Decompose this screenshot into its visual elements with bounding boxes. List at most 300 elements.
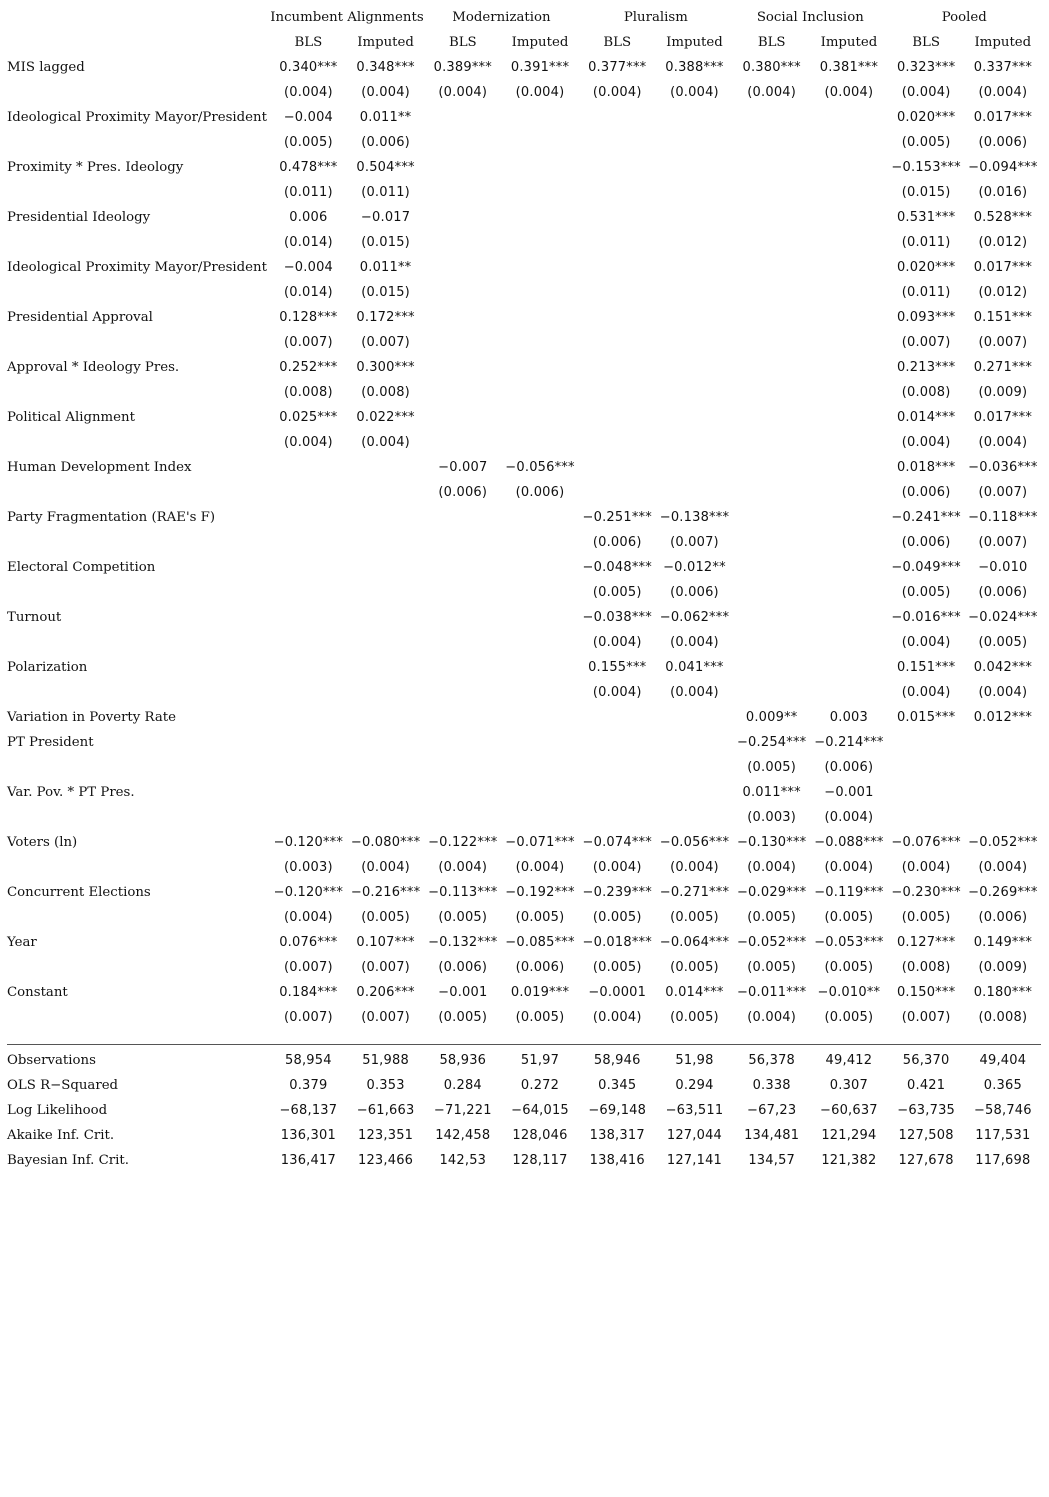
std-error-cell: (0.004) [747, 860, 797, 875]
coefficient-cell: −0.052*** [736, 935, 807, 950]
coefficient-row [7, 155, 1041, 180]
coefficient-cell: −0.080*** [350, 835, 421, 850]
std-error-cell: (0.005) [901, 910, 951, 925]
std-error-cell: (0.006) [978, 135, 1028, 150]
std-error-cell [347, 805, 424, 830]
coefficient-cell [424, 780, 501, 805]
coefficient-cell [424, 355, 501, 380]
stat-cell: 121,294 [821, 1128, 877, 1143]
subcolumn-header: BLS [448, 35, 477, 50]
std-error-cell [501, 130, 578, 155]
std-error-row [7, 130, 1041, 155]
std-error-cell [424, 805, 501, 830]
std-error-cell: (0.008) [978, 1010, 1028, 1025]
coefficient-cell: 0.206*** [356, 985, 415, 1000]
std-error-cell: (0.011) [283, 185, 333, 200]
coefficient-cell: 0.213*** [896, 360, 956, 375]
coefficient-cell [501, 730, 578, 755]
row-label: PT President [7, 735, 94, 750]
stat-cell: 49,404 [979, 1053, 1027, 1068]
coefficient-cell: 0.180*** [973, 985, 1033, 1000]
coefficient-cell: −0.016*** [891, 610, 961, 625]
row-label [7, 955, 270, 980]
std-error-cell: (0.006) [361, 135, 410, 150]
std-error-cell [656, 480, 733, 505]
subcolumn-header: BLS [912, 35, 940, 50]
coefficient-cell: −0.251*** [582, 510, 652, 525]
coefficient-cell [810, 205, 887, 230]
coefficient-cell: −0.001 [438, 985, 488, 1000]
std-error-cell: (0.011) [361, 185, 410, 200]
row-label: Bayesian Inf. Crit. [7, 1153, 129, 1168]
std-error-cell [347, 530, 424, 555]
coefficient-cell: −0.120*** [273, 885, 344, 900]
std-error-cell: (0.007) [283, 1010, 333, 1025]
std-error-cell: (0.005) [670, 960, 719, 975]
coefficient-cell [347, 555, 424, 580]
table-divider [7, 1030, 1041, 1045]
coefficient-cell [424, 555, 501, 580]
std-error-cell: (0.015) [901, 185, 951, 200]
coefficient-cell: −0.029*** [736, 885, 807, 900]
coefficient-cell [810, 655, 887, 680]
coefficient-cell [270, 505, 347, 530]
std-error-cell [424, 630, 501, 655]
std-error-cell: (0.009) [978, 385, 1028, 400]
std-error-cell [579, 755, 656, 780]
std-error-cell [733, 480, 810, 505]
std-error-cell: (0.005) [283, 135, 333, 150]
coefficient-cell: −0.269*** [968, 885, 1038, 900]
coefficient-cell [733, 505, 810, 530]
coefficient-cell [656, 405, 733, 430]
std-error-cell: (0.004) [438, 860, 488, 875]
std-error-cell: (0.004) [978, 435, 1028, 450]
coefficient-cell [424, 155, 501, 180]
row-label [7, 530, 270, 555]
std-error-cell: (0.004) [978, 860, 1028, 875]
std-error-cell: (0.004) [592, 635, 642, 650]
coefficient-cell: 0.025*** [279, 410, 338, 425]
std-error-cell [347, 630, 424, 655]
coefficient-cell: 0.017*** [973, 260, 1033, 275]
std-error-cell: (0.006) [978, 585, 1028, 600]
coefficient-cell [270, 455, 347, 480]
row-label [7, 280, 270, 305]
stat-cell: 142,458 [435, 1128, 491, 1143]
coefficient-cell [347, 780, 424, 805]
coefficient-cell: 0.149*** [973, 935, 1033, 950]
std-error-cell [270, 480, 347, 505]
std-error-cell [810, 530, 887, 555]
std-error-cell [810, 580, 887, 605]
std-error-cell [501, 680, 578, 705]
coefficient-cell: −0.085*** [505, 935, 575, 950]
std-error-cell [810, 280, 887, 305]
stat-cell: 0.365 [983, 1078, 1022, 1093]
stat-row [7, 1073, 1041, 1098]
std-error-cell [579, 380, 656, 405]
stat-cell: 117,698 [975, 1153, 1031, 1168]
coefficient-cell: 0.184*** [279, 985, 338, 1000]
row-label [7, 180, 270, 205]
table-body [7, 5, 1041, 1173]
std-error-cell: (0.004) [515, 85, 565, 100]
coefficient-cell [270, 655, 347, 680]
coefficient-cell: 0.252*** [279, 360, 338, 375]
row-label [7, 80, 270, 105]
std-error-cell [579, 280, 656, 305]
std-error-cell: (0.004) [361, 435, 410, 450]
std-error-cell: (0.012) [978, 235, 1028, 250]
std-error-cell [501, 430, 578, 455]
row-label: Polarization [7, 660, 88, 675]
row-label [7, 755, 270, 780]
coefficient-cell [656, 355, 733, 380]
row-label: Electoral Competition [7, 560, 156, 575]
stat-cell: 0.421 [907, 1078, 946, 1093]
std-error-cell: (0.005) [592, 960, 642, 975]
coefficient-cell: −0.239*** [582, 885, 652, 900]
std-error-cell: (0.004) [670, 685, 719, 700]
coefficient-cell: −0.052*** [968, 835, 1038, 850]
std-error-cell [501, 330, 578, 355]
std-error-cell: (0.016) [978, 185, 1028, 200]
coefficient-cell [579, 255, 656, 280]
std-error-cell: (0.014) [283, 235, 333, 250]
std-error-cell: (0.005) [515, 910, 565, 925]
coefficient-cell [810, 155, 887, 180]
std-error-cell [810, 380, 887, 405]
coefficient-cell: −0.053*** [814, 935, 884, 950]
stat-cell: 58,936 [439, 1053, 487, 1068]
stat-cell: −67,23 [747, 1103, 797, 1118]
coefficient-cell [656, 105, 733, 130]
coefficient-cell [579, 405, 656, 430]
std-error-cell: (0.004) [824, 810, 874, 825]
row-label: Ideological Proximity Mayor/President [7, 260, 267, 275]
stat-cell: 123,351 [357, 1128, 414, 1143]
coefficient-cell: −0.094*** [968, 160, 1038, 175]
group-header-row [7, 5, 1041, 30]
subcolumn-header: BLS [603, 35, 632, 50]
std-error-cell [733, 130, 810, 155]
std-error-cell: (0.004) [283, 85, 333, 100]
row-label: OLS R−Squared [7, 1078, 119, 1093]
std-error-cell [270, 680, 347, 705]
coefficient-cell [810, 505, 887, 530]
coefficient-cell [501, 405, 578, 430]
regression-table [7, 5, 1041, 1173]
std-error-cell [347, 755, 424, 780]
coefficient-cell: −0.132*** [428, 935, 498, 950]
coefficient-cell: −0.007 [438, 460, 488, 475]
coefficient-cell: 0.020*** [896, 110, 956, 125]
coefficient-row [7, 105, 1041, 130]
std-error-cell [733, 680, 810, 705]
coefficient-row [7, 205, 1041, 230]
stat-row [7, 1048, 1041, 1073]
stat-cell: 123,466 [357, 1153, 414, 1168]
std-error-cell: (0.005) [438, 1010, 488, 1025]
coefficient-cell: −0.0001 [588, 985, 647, 1000]
row-label: Observations [7, 1053, 96, 1068]
coefficient-cell [501, 155, 578, 180]
coefficient-cell [579, 155, 656, 180]
group-header-pluralism: Pluralism [623, 10, 688, 25]
stat-cell: −64,015 [511, 1103, 569, 1118]
coefficient-row [7, 455, 1041, 480]
std-error-cell [424, 580, 501, 605]
std-error-cell: (0.006) [824, 760, 874, 775]
stat-cell: 121,382 [821, 1153, 877, 1168]
std-error-cell: (0.006) [438, 960, 488, 975]
std-error-cell: (0.005) [901, 135, 951, 150]
std-error-cell [810, 180, 887, 205]
std-error-cell [270, 580, 347, 605]
coefficient-cell [656, 155, 733, 180]
coefficient-row [7, 705, 1041, 730]
std-error-row [7, 330, 1041, 355]
coefficient-cell: 0.151*** [973, 310, 1033, 325]
coefficient-cell [501, 305, 578, 330]
std-error-cell [810, 680, 887, 705]
coefficient-cell: −0.011*** [736, 985, 807, 1000]
std-error-cell [579, 480, 656, 505]
coefficient-cell [270, 730, 347, 755]
row-label [7, 230, 270, 255]
coefficient-cell: 0.127*** [896, 935, 956, 950]
coefficient-cell [579, 780, 656, 805]
row-label [7, 1005, 270, 1030]
std-error-row [7, 905, 1041, 930]
coefficient-cell [424, 405, 501, 430]
std-error-cell [424, 530, 501, 555]
std-error-cell [656, 330, 733, 355]
std-error-cell: (0.005) [978, 635, 1028, 650]
std-error-cell: (0.006) [515, 485, 565, 500]
coefficient-cell [733, 655, 810, 680]
coefficient-cell [810, 455, 887, 480]
std-error-cell [965, 755, 1041, 780]
coefficient-cell [733, 255, 810, 280]
coefficient-cell: 0.504*** [356, 160, 415, 175]
std-error-cell: (0.004) [747, 85, 797, 100]
std-error-cell [888, 755, 965, 780]
stat-cell: 58,946 [593, 1053, 641, 1068]
row-label: MIS lagged [7, 60, 85, 75]
coefficient-cell [579, 305, 656, 330]
std-error-cell [424, 330, 501, 355]
subcolumn-header: BLS [757, 35, 786, 50]
std-error-cell [810, 430, 887, 455]
std-error-row [7, 680, 1041, 705]
std-error-row [7, 755, 1041, 780]
std-error-cell: (0.004) [283, 435, 333, 450]
std-error-cell: (0.006) [901, 535, 951, 550]
coefficient-cell [579, 105, 656, 130]
coefficient-cell [424, 205, 501, 230]
stat-cell: 136,417 [280, 1153, 336, 1168]
std-error-cell [424, 680, 501, 705]
coefficient-cell [965, 730, 1041, 755]
row-label: Presidential Approval [7, 310, 153, 325]
coefficient-row [7, 980, 1041, 1005]
coefficient-row [7, 730, 1041, 755]
coefficient-cell [424, 655, 501, 680]
coefficient-cell: 0.271*** [973, 360, 1033, 375]
std-error-cell [733, 380, 810, 405]
std-error-cell: (0.014) [283, 285, 333, 300]
std-error-cell: (0.004) [361, 860, 410, 875]
std-error-cell [733, 330, 810, 355]
std-error-cell: (0.005) [592, 910, 642, 925]
stat-cell: 0.379 [289, 1078, 328, 1093]
coefficient-cell [501, 605, 578, 630]
std-error-cell: (0.005) [670, 910, 719, 925]
stat-cell: 0.353 [366, 1078, 405, 1093]
stat-cell: −61,663 [356, 1103, 415, 1118]
std-error-cell [501, 380, 578, 405]
stat-cell: 128,046 [512, 1128, 568, 1143]
std-error-cell: (0.008) [901, 385, 951, 400]
row-label: Voters (ln) [7, 835, 78, 850]
std-error-row [7, 530, 1041, 555]
coefficient-cell [501, 780, 578, 805]
std-error-cell: (0.008) [901, 960, 951, 975]
coefficient-cell: 0.151*** [896, 660, 956, 675]
row-label: Party Fragmentation (RAE's F) [7, 510, 216, 525]
coefficient-cell [579, 705, 656, 730]
coefficient-cell: −0.004 [283, 110, 334, 125]
stat-cell: 0.272 [520, 1078, 560, 1093]
row-label [7, 380, 270, 405]
coefficient-cell [501, 105, 578, 130]
std-error-cell [733, 530, 810, 555]
coefficient-cell: −0.120*** [273, 835, 344, 850]
std-error-cell: (0.005) [747, 910, 797, 925]
divider-line [7, 1030, 1041, 1045]
stat-cell: 127,678 [898, 1153, 954, 1168]
std-error-cell: (0.005) [824, 1010, 874, 1025]
stat-cell: 138,317 [589, 1128, 645, 1143]
std-error-cell: (0.005) [592, 585, 642, 600]
row-label [7, 680, 270, 705]
coefficient-cell: −0.062*** [659, 610, 730, 625]
coefficient-cell: 0.531*** [896, 210, 956, 225]
coefficient-cell [733, 155, 810, 180]
coefficient-cell: −0.122*** [428, 835, 498, 850]
coefficient-cell [810, 105, 887, 130]
std-error-cell: (0.008) [283, 385, 333, 400]
row-label [7, 630, 270, 655]
std-error-cell: (0.003) [283, 860, 333, 875]
coefficient-cell: 0.042*** [973, 660, 1033, 675]
coefficient-cell [424, 505, 501, 530]
coefficient-cell: −0.076*** [891, 835, 961, 850]
coefficient-cell: −0.153*** [891, 160, 961, 175]
std-error-cell: (0.004) [670, 635, 719, 650]
std-error-cell: (0.004) [901, 435, 951, 450]
coefficient-cell: 0.018*** [896, 460, 956, 475]
coefficient-cell [501, 505, 578, 530]
std-error-row [7, 855, 1041, 880]
std-error-cell [347, 480, 424, 505]
coefficient-cell: 0.381*** [819, 60, 879, 75]
coefficient-cell [810, 355, 887, 380]
coefficient-row [7, 405, 1041, 430]
group-header-modernization: Modernization [452, 10, 551, 25]
coefficient-cell [270, 605, 347, 630]
std-error-cell: (0.005) [824, 960, 874, 975]
std-error-cell: (0.007) [978, 335, 1028, 350]
coefficient-cell [733, 455, 810, 480]
std-error-cell [501, 580, 578, 605]
coefficient-cell: −0.049*** [891, 560, 961, 575]
coefficient-cell [888, 730, 965, 755]
std-error-cell: (0.005) [515, 1010, 565, 1025]
stat-cell: 49,412 [825, 1053, 873, 1068]
std-error-row [7, 955, 1041, 980]
std-error-cell: (0.005) [670, 1010, 719, 1025]
std-error-cell: (0.004) [747, 1010, 797, 1025]
coefficient-cell: −0.216*** [350, 885, 421, 900]
row-label [7, 480, 270, 505]
std-error-cell: (0.007) [670, 535, 719, 550]
coefficient-cell: 0.323*** [896, 60, 956, 75]
row-label: Approval * Ideology Pres. [7, 360, 180, 375]
coefficient-row [7, 355, 1041, 380]
coefficient-cell: −0.012** [663, 560, 726, 575]
stat-cell: 128,117 [512, 1153, 568, 1168]
group-header-pooled: Pooled [941, 10, 987, 25]
std-error-cell [733, 180, 810, 205]
row-label: Presidential Ideology [7, 210, 151, 225]
row-label [7, 805, 270, 830]
std-error-cell: (0.011) [901, 235, 951, 250]
coefficient-cell: −0.056*** [505, 460, 575, 475]
std-error-cell [501, 755, 578, 780]
std-error-cell: (0.007) [283, 960, 333, 975]
coefficient-cell [888, 780, 965, 805]
coefficient-cell [810, 255, 887, 280]
std-error-cell [733, 630, 810, 655]
row-label: Year [7, 935, 37, 950]
coefficient-cell [270, 705, 347, 730]
std-error-cell [424, 230, 501, 255]
row-label: Turnout [7, 610, 62, 625]
std-error-cell [656, 130, 733, 155]
std-error-cell: (0.004) [901, 85, 951, 100]
coefficient-cell [656, 730, 733, 755]
coefficient-cell [810, 555, 887, 580]
stat-cell: 127,044 [666, 1128, 723, 1143]
coefficient-cell: −0.130*** [736, 835, 807, 850]
stat-cell: 51,97 [520, 1053, 560, 1068]
std-error-cell: (0.006) [515, 960, 565, 975]
std-error-row [7, 1005, 1041, 1030]
regression-table-container [7, 5, 1041, 1173]
stat-cell: 138,416 [589, 1153, 645, 1168]
std-error-cell: (0.007) [361, 960, 410, 975]
coefficient-cell [733, 555, 810, 580]
coefficient-cell [347, 505, 424, 530]
coefficient-row [7, 930, 1041, 955]
coefficient-cell [733, 305, 810, 330]
coefficient-cell: 0.528*** [973, 210, 1033, 225]
std-error-row [7, 280, 1041, 305]
coefficient-cell: −0.071*** [505, 835, 575, 850]
